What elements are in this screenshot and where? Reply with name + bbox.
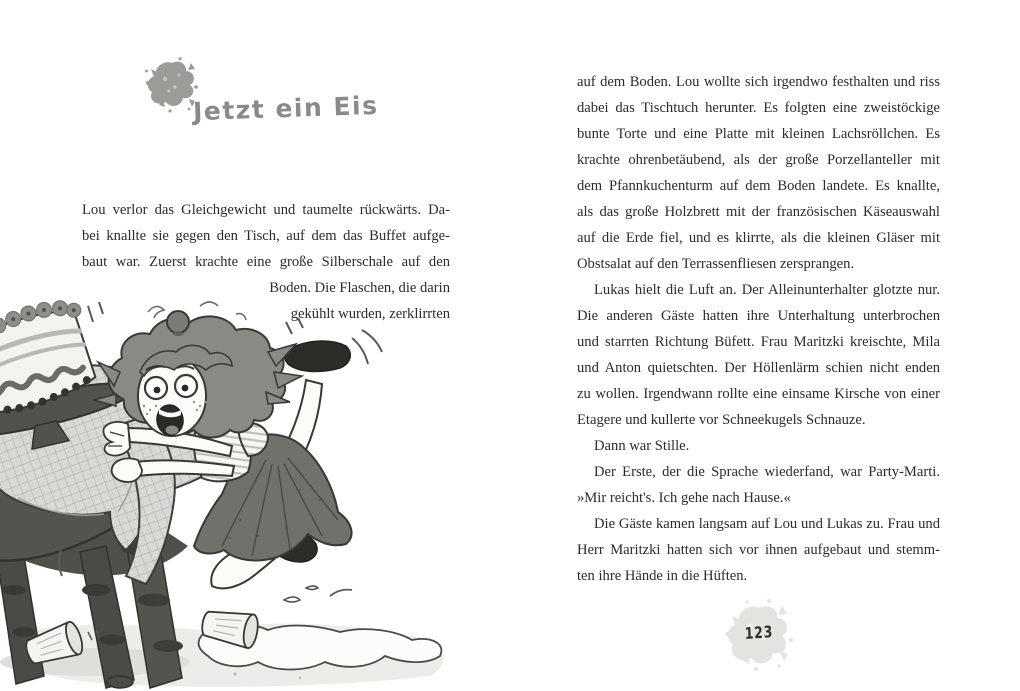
page-number: 123 <box>744 621 774 643</box>
chapter-illustration <box>0 300 460 691</box>
text-line: Die Gäste kamen langsam auf Lou und Lukas zu. Frau und <box>594 516 940 532</box>
text-line: Lou verlor das Gleichgewicht und taumelte rückwärts. Da- <box>82 202 450 218</box>
text-line: und Anton quietschten. Der Höllenlärm schien nicht enden <box>577 360 940 376</box>
text-line: zu wollen. Irgendwann rollte eine einsame Kirsche von einer <box>577 386 940 402</box>
text-line: gekühlt wurden, zerklirrten <box>290 306 450 322</box>
text-line: Obstsalat auf den Terrassenfliesen zersprangen. <box>577 256 855 272</box>
text-line: Der Erste, der die Sprache wiederfand, war Party-Marti. <box>594 464 940 480</box>
page-number-block <box>722 598 796 672</box>
text-line: Etagere und kullerte vor Schneekugels Schnauze. <box>577 412 866 428</box>
text-line: auf dem Boden. Lou wollte sich irgendwo festhalten und riss <box>577 74 940 90</box>
text-line: als das große Holzbrett mit der französischen Käseauswahl <box>577 204 940 220</box>
right-page-text <box>577 69 940 589</box>
text-line: Lukas hielt die Luft an. Der Alleinunterhalter glotzte nur. <box>594 282 940 298</box>
text-line: auf die Erde fiel, und es klirrte, als die kleinen Gläser mit <box>577 230 940 246</box>
text-line: krachte ohrenbetäubend, als der große Porzellanteller mit <box>577 152 940 168</box>
paint-splat-icon <box>145 57 199 113</box>
text-line: dabei das Tischtuch herunter. Es folgten eine zweistöckige <box>577 100 940 116</box>
text-line: Herr Maritzki hatten sich vor ihnen aufgebaut und stemm- <box>577 542 940 558</box>
text-line: »Mir reicht's. Ich gehe nach Hause.« <box>577 490 791 506</box>
text-line: und starrten Richtung Büfett. Frau Maritzki kreischte, Mila <box>577 334 940 350</box>
chapter-title: Jetzt ein Eis <box>192 90 379 127</box>
text-line: bunte Torte und eine Platte mit kleinen Lachsröllchen. Es <box>577 126 940 142</box>
text-line: baut war. Zuerst krachte eine große Silberschale auf den <box>82 254 450 270</box>
text-line: Dann war Stille. <box>594 438 690 454</box>
text-line: ten ihre Hände in die Hüften. <box>577 568 748 584</box>
text-line: bei knallte sie gegen den Tisch, auf dem das Buffet aufge- <box>82 228 450 244</box>
text-line: Die anderen Gäste hatten ihre Unterhaltung unterbrochen <box>577 308 940 324</box>
text-line: Boden. Die Flaschen, die darin <box>269 280 450 296</box>
text-line: dem Pfannkuchenturm auf dem Boden landete. Es knallte, <box>577 178 940 194</box>
